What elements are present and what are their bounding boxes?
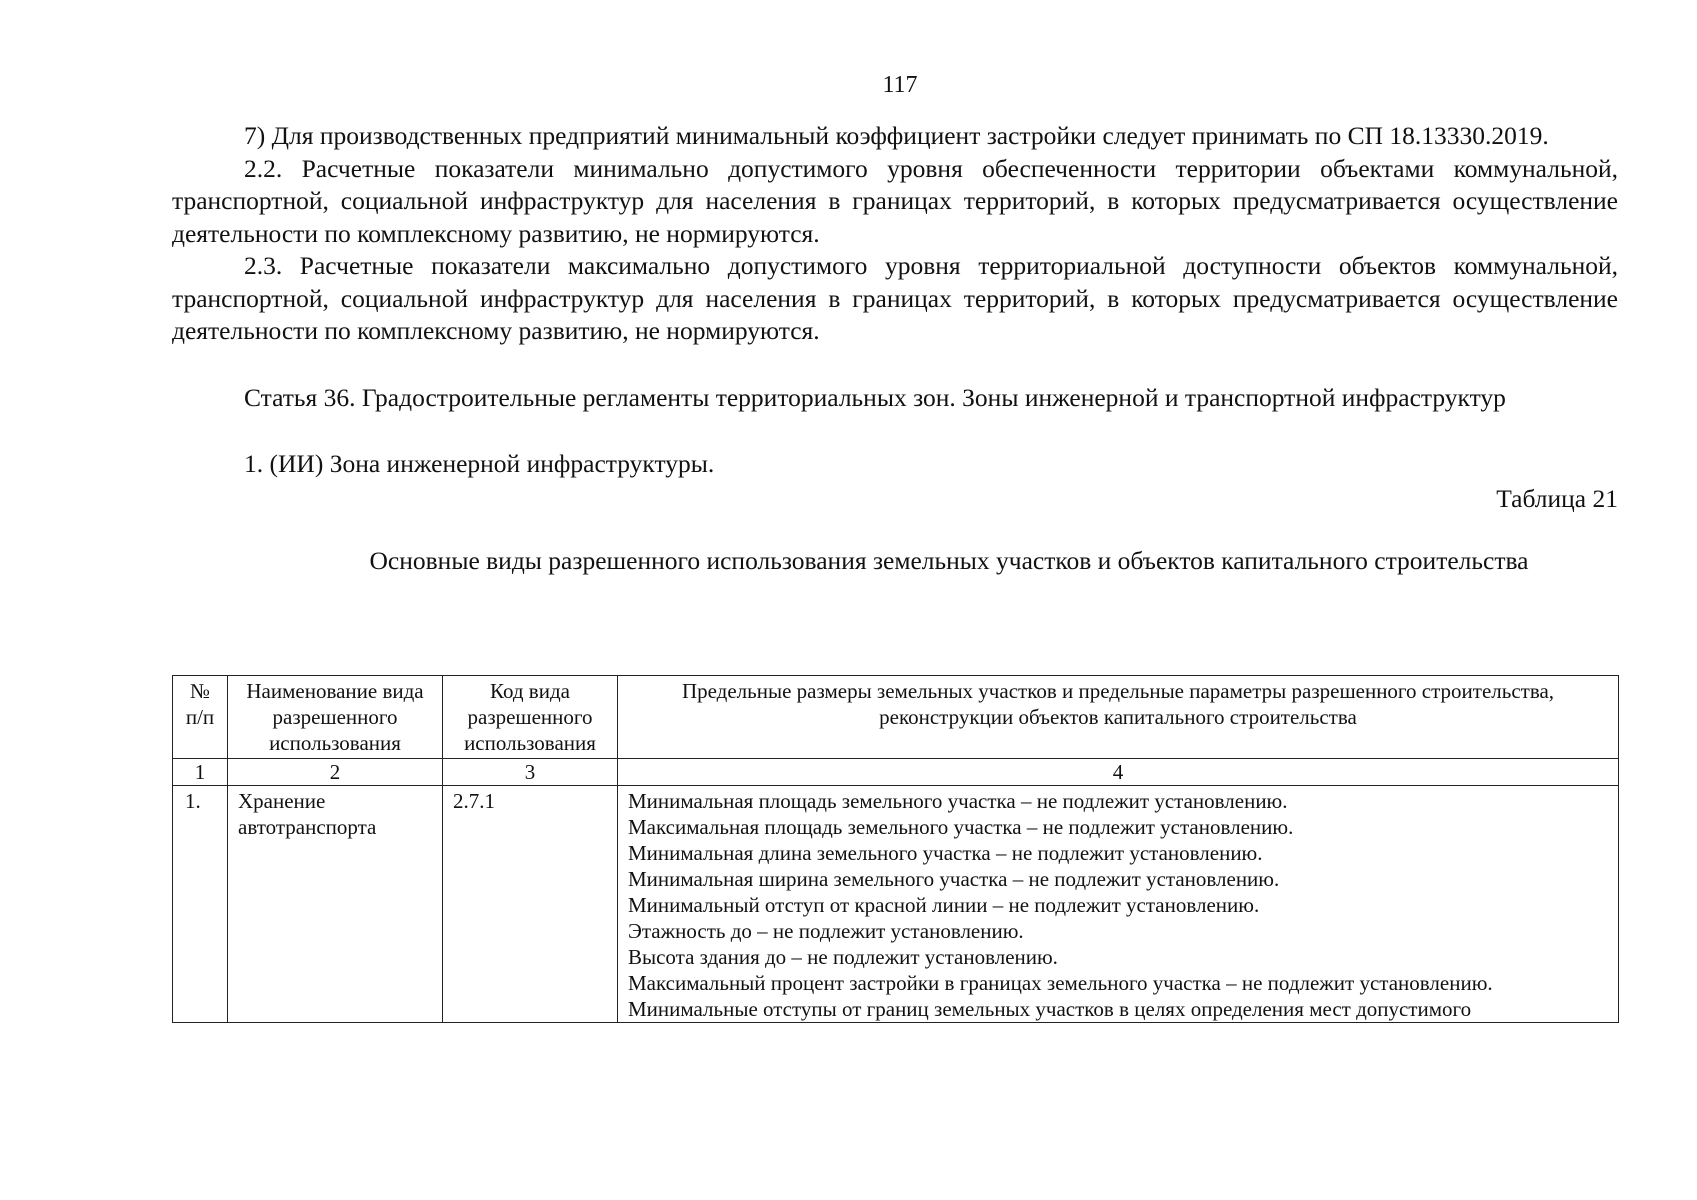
header-use-name: Наименование вида разрешенного использования xyxy=(228,676,443,759)
row-use-name: Хранение автотранспорта xyxy=(228,786,443,1023)
parameter-line: Минимальная длина земельного участка – не подлежит установлению. xyxy=(628,841,1263,865)
column-number-row xyxy=(173,759,1619,786)
table-row xyxy=(173,786,1619,1023)
paragraph-2-2: 2.2. Расчетные показатели минимально допустимого уровня обеспеченности территории объектами коммунальной, транспортной, социальной инфраструктур для населения в границах территорий, в которых предусматривается осуществление деятельности по комплексному развитию, не нормируются. xyxy=(172,153,1618,248)
parameter-line: Минимальная площадь земельного участка – не подлежит установлению. xyxy=(628,789,1288,813)
parameter-line: Максимальный процент застройки в границах земельного участка – не подлежит установлению. xyxy=(628,971,1493,995)
table-title: Основные виды разрешенного использования земельных участков и объектов капитального строительства xyxy=(369,546,1529,575)
column-number: 3 xyxy=(443,759,618,786)
parameter-line: Минимальная ширина земельного участка – не подлежит установлению. xyxy=(628,867,1280,891)
paragraph-2-3: 2.3. Расчетные показатели максимально допустимого уровня территориальной доступности объектов коммунальной, транспортной, социальной инфраструктур для населения в границах территорий, в которых предусматривается осуществление деятельности по комплексному развитию, не нормируются. xyxy=(172,251,1618,345)
header-use-code: Код вида разрешенного использования xyxy=(443,676,618,759)
header-number: № п/п xyxy=(173,676,228,759)
parameter-line: Максимальная площадь земельного участка – не подлежит установлению. xyxy=(628,815,1294,839)
parameter-line: Минимальные отступы от границ земельных участков в целях определения мест допустимого xyxy=(628,997,1472,1021)
header-parameters: Предельные размеры земельных участков и предельные параметры разрешенного строительства, реконструкции объектов капитального строительства xyxy=(618,676,1619,759)
zone-item: 1. (ИИ) Зона инженерной инфраструктуры. xyxy=(244,449,715,478)
page-number: 117 xyxy=(882,72,918,98)
column-number: 4 xyxy=(618,759,1619,786)
regulations-table xyxy=(172,675,1619,1023)
article-heading: Статья 36. Градостроительные регламенты территориальных зон. Зоны инженерной и транспортной инфраструктур xyxy=(244,382,1506,412)
table-header-row xyxy=(173,676,1619,759)
row-use-code: 2.7.1 xyxy=(443,786,618,1023)
row-number: 1. xyxy=(173,786,228,1023)
paragraph-coefficient: 7) Для производственных предприятий минимальный коэффициент застройки следует принимать по СП 18.13330.2019. xyxy=(244,121,1549,150)
row-parameters xyxy=(618,786,1619,1023)
column-number: 1 xyxy=(173,759,228,786)
parameter-line: Этажность до – не подлежит установлению. xyxy=(628,919,1024,943)
parameter-line: Высота здания до – не подлежит установлению. xyxy=(628,945,1058,969)
parameter-line: Минимальный отступ от красной линии – не подлежит установлению. xyxy=(628,893,1260,917)
table-label: Таблица 21 xyxy=(1496,483,1618,513)
document-body xyxy=(172,120,1618,578)
column-number: 2 xyxy=(228,759,443,786)
